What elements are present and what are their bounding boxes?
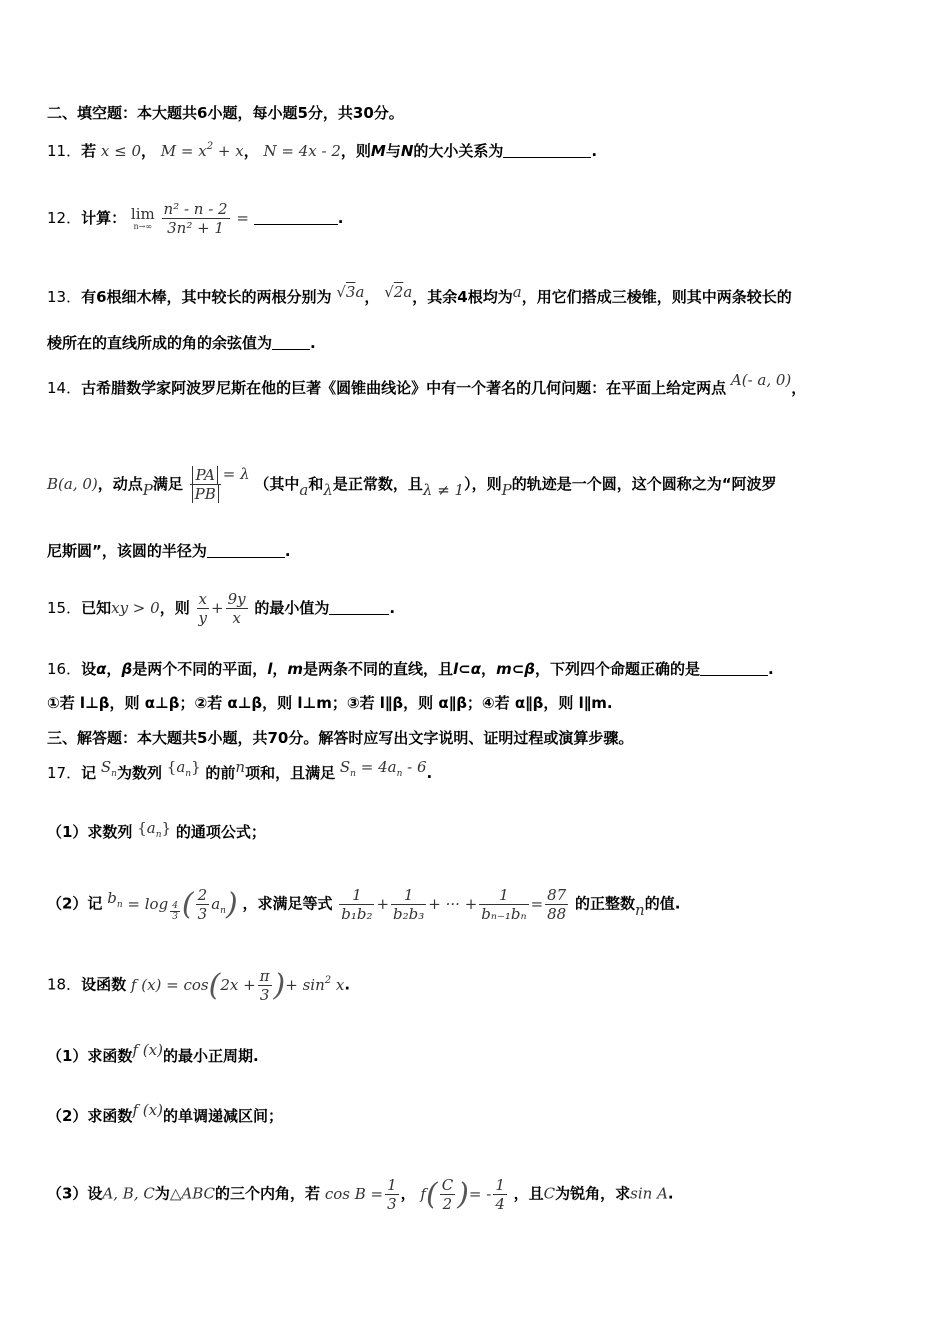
q18-cosB: cos B = $\frac{1}{3}$ — [324, 1176, 397, 1213]
question-18-part1: （1）求函数f (x)的最小正周期. — [47, 1041, 259, 1065]
q15-frac-9y-x: $\frac{9y}{x}$ — [227, 590, 246, 627]
answer-blank-16[interactable] — [700, 661, 768, 676]
question-16-options: ①若 l⊥β，则 α⊥β；②若 α⊥β，则 l⊥m；③若 l∥β，则 α∥β；④若 α∥β，则 l∥m. — [47, 694, 613, 712]
question-18-part3: （3）设A, B, C为△ABC的三个内角，若 cos B = $\frac{1}{3}$ ， f( $\frac{C}{2}$ )= - $\frac{1}{4}$ ，且C为锐角，求sin A. — [47, 1176, 674, 1213]
question-17: 17．记 $S_n$为数列 $\{a_n\}$ 的前n项和，且满足 $S_n = 4a_n - 6$. — [47, 758, 433, 782]
answer-blank-12[interactable] — [254, 210, 338, 225]
q17-seq-an: $\{a_n\}$ — [166, 758, 201, 779]
q13-sqrt2a: √2a — [384, 283, 413, 301]
q18-function: f (x) = cos(2x + $\frac{\pi}{3}$ )+ $\sin^2 x$ — [130, 967, 345, 1004]
q14-ratio: $\frac{PA}{PB}$ — [190, 466, 221, 503]
q15-frac-x-y: $\frac{x}{y}$ — [198, 590, 207, 627]
q17-sum-expr: $\frac{1}{\text{b₁b₂}}$ + $\frac{1}{\text{b₂b₃}}$ + ··· + $\frac{1}{\text{bₙ₋₁bₙ}}$ = $\frac{87}{88}$ — [341, 886, 567, 923]
question-17-part2: （2）记 $b_n = \log$ $\frac{4}{3}$ ( $\frac{2}{3}$ $a_n$) ，求满足等式 $\frac{1}{\text{b₁b₂}}$ + $\frac{1}{\text{b₂b₃}}$ + ··· + $\frac{1}{\text{bₙ₋₁bₙ}}$ = $\frac{87}{88}$ 的正整数n的值. — [47, 886, 681, 923]
q17-Sn: $S_n$ — [100, 758, 117, 779]
q17-condition: $S_n = 4a_n - 6$ — [339, 758, 427, 779]
question-11: 11．若 x ≤ 0， $M = x^2 + x$， N = 4x - 2，则M与N的大小关系为 . — [47, 141, 598, 160]
q14-point-A: A(- a, 0) — [730, 371, 792, 389]
q11-number: 11． — [47, 142, 82, 160]
q11-N-expr: N = 4x - 2 — [263, 142, 341, 160]
question-14-line3: 尼斯圆”，该圆的半径为 . — [47, 542, 291, 560]
question-18: 18．设函数 f (x) = cos(2x + $\frac{\pi}{3}$ )+ $\sin^2 x$. — [47, 967, 351, 1004]
q11-cond: x ≤ 0 — [100, 142, 141, 160]
answer-blank-14[interactable] — [207, 543, 285, 558]
section-heading-fill-blank: 二、填空题：本大题共6小题，每小题5分，共30分。 — [47, 104, 404, 122]
question-12: 12．计算： lim n→∞ $\frac{\text{n² - n - 2}}{\text{3n² + 1}}$ = . — [47, 200, 344, 237]
q18-fC2: f( $\frac{C}{2}$ )= - $\frac{1}{4}$ — [420, 1176, 505, 1213]
answer-blank-13[interactable] — [272, 335, 310, 350]
q12-fraction: $\frac{\text{n² - n - 2}}{\text{3n² + 1}}$ — [163, 200, 228, 237]
question-15: 15．已知xy > 0，则 $\frac{x}{y}$ + $\frac{9y}{x}$ 的最小值为 . — [47, 590, 396, 627]
question-13: 13．有6根细木棒，其中较长的两根分别为 √3a， √2a，其余4根均为a，用它们搭成三棱锥，则其中两条较长的 — [47, 283, 792, 306]
answer-blank-11[interactable] — [503, 143, 591, 158]
question-14-line2: B(a, 0)，动点P满足 $\frac{PA}{PB}$ = λ （其中a和λ是正常数，且λ ≠ 1），则P的轨迹是一个圆，这个圆称之为“阿波罗 — [47, 465, 777, 503]
q12-limit: lim n→∞ — [130, 205, 155, 231]
question-13-line2: 棱所在的直线所成的角的余弦值为 . — [47, 334, 316, 352]
question-16: 16．设α，β是两个不同的平面，l，m是两条不同的直线，且l⊂α，m⊂β，下列四个命题正确的是 . — [47, 660, 774, 678]
section-heading-solve: 三、解答题：本大题共5小题，共70分。解答时应写出文字说明、证明过程或演算步骤。 — [47, 729, 634, 747]
question-17-part1: （1）求数列 $\{a_n\}$ 的通项公式； — [47, 819, 266, 841]
q17-log-expr: = log $\frac{4}{3}$ ( $\frac{2}{3}$ $a_n$) — [127, 886, 238, 923]
q13-a: a — [512, 283, 522, 301]
q11-M-expr: $M = x^2 + x$ — [160, 141, 244, 160]
q13-sqrt3a: √3a — [336, 283, 365, 301]
answer-blank-15[interactable] — [329, 600, 389, 615]
q14-point-B: B(a, 0) — [47, 475, 98, 493]
question-14: 14．古希腊数学家阿波罗尼斯在他的巨著《圆锥曲线论》中有一个著名的几何问题：在平面上给定两点 A(- a, 0)， — [47, 371, 807, 397]
question-18-part2: （2）求函数f (x)的单调递减区间； — [47, 1101, 283, 1125]
